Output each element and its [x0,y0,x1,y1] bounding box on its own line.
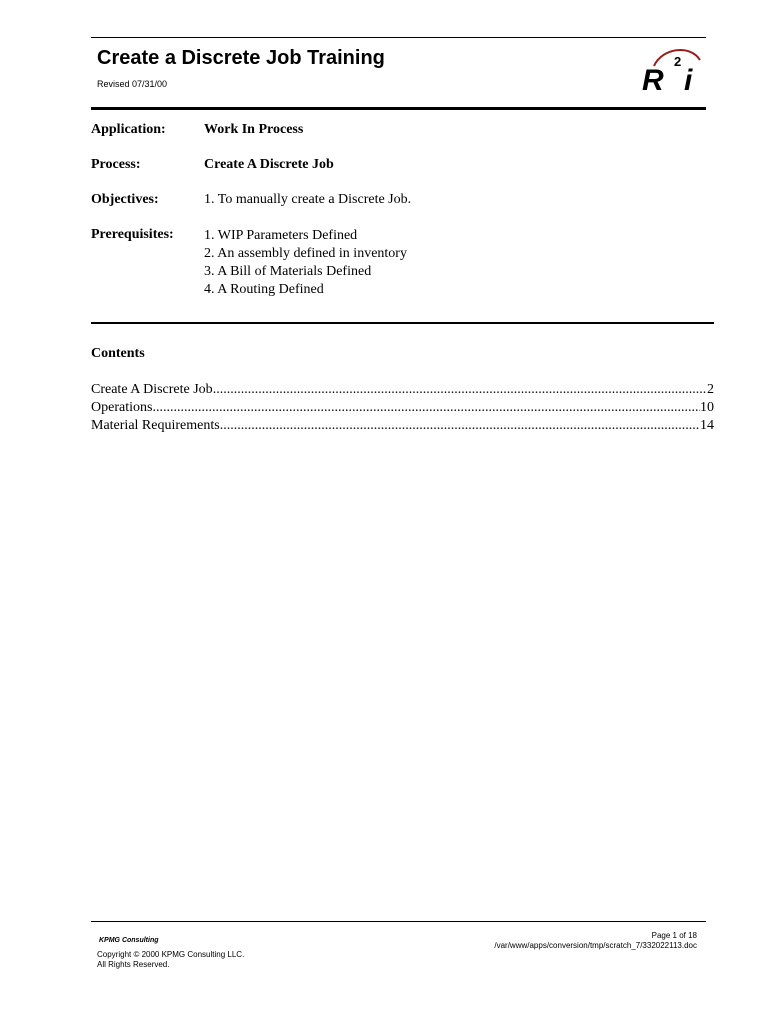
footer-company: KPMG Consulting [99,937,159,944]
toc-entry-title: Create A Discrete Job [91,382,213,397]
toc-leader-dots [152,399,700,417]
footer-page-number: Page 1 of 18 [651,931,697,940]
prerequisites-list [204,227,407,299]
toc-entry-title: Operations [91,400,153,415]
toc-entry-page: 2 [707,382,714,397]
application-value: Work In Process [204,122,304,137]
copyright-line: Copyright © 2000 KPMG Consulting LLC. [97,950,245,959]
toc-entry-title: Material Requirements [91,418,220,433]
toc-entry-page: 14 [700,418,714,433]
toc-leader-dots [213,381,707,399]
footer-file-path: /var/www/apps/conversion/tmp/scratch_7/332022113.doc [494,941,697,950]
table-of-contents [91,381,714,435]
svg-text:R: R [642,64,664,94]
toc-entry-operations[interactable] [91,399,714,417]
contents-heading: Contents [91,346,145,361]
toc-leader-dots [220,417,700,435]
objectives-label: Objectives: [91,192,159,207]
footer-copyright [97,950,244,970]
header-top-rule [91,37,706,38]
toc-entry-create-discrete-job[interactable] [91,381,714,399]
header-bottom-rule [91,107,706,110]
prerequisite-item: 4. A Routing Defined [204,282,324,297]
prerequisite-item: 3. A Bill of Materials Defined [204,264,372,279]
revised-date: Revised 07/31/00 [97,79,168,89]
objectives-value: 1. To manually create a Discrete Job. [204,192,412,207]
application-label: Application: [91,122,166,137]
prerequisites-label: Prerequisites: [91,227,174,242]
process-value: Create A Discrete Job [204,157,334,172]
rights-line: All Rights Reserved. [97,960,170,969]
svg-text:i: i [684,64,693,94]
toc-entry-page: 10 [700,400,714,415]
prerequisite-item: 2. An assembly defined in inventory [204,246,407,261]
footer-rule [91,921,706,922]
section-divider [91,322,714,324]
svg-text:2: 2 [674,54,682,69]
toc-entry-material-requirements[interactable] [91,417,714,435]
process-label: Process: [91,157,141,172]
r2i-logo [640,44,704,94]
prerequisite-item: 1. WIP Parameters Defined [204,228,358,243]
document-title: Create a Discrete Job Training [97,47,385,69]
